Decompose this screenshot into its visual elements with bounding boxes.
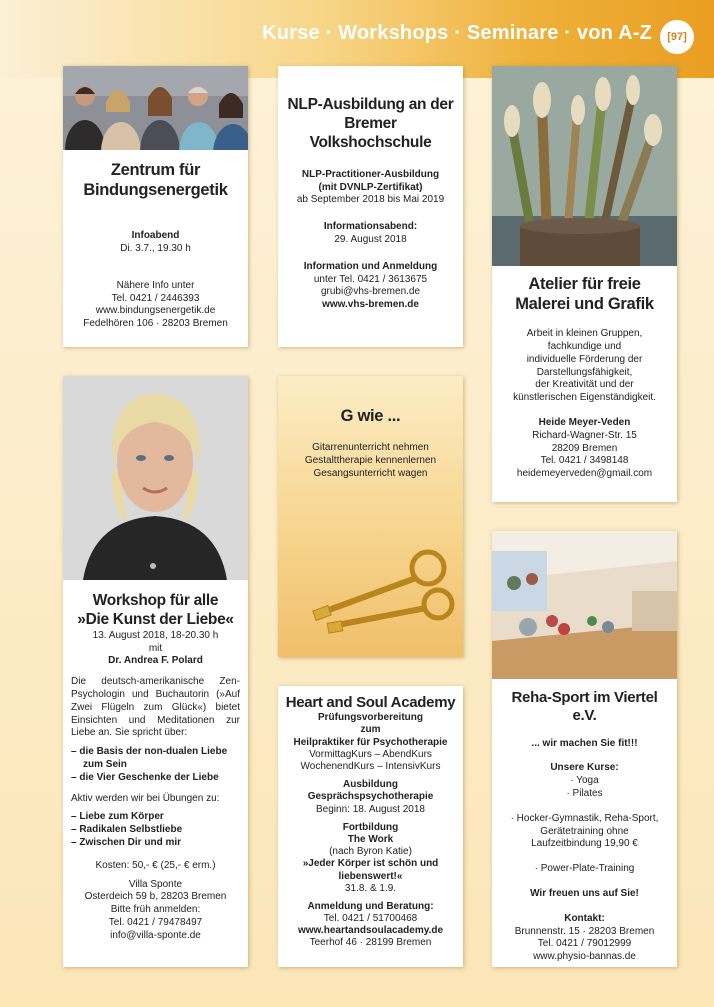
gym-photo	[492, 531, 677, 679]
website-link[interactable]: www.physio-bannas.de	[533, 951, 636, 963]
courses-label: Unsere Kurse:	[550, 762, 619, 774]
phone: Tel. 0421 / 2446393	[111, 292, 200, 304]
intro-text: Die deutsch-amerikanische Zen-Psychologin und Buchautorin (»Auf Zwei Flügeln zum Glück«) bietet Einsichten und Meditationen zur Liebe an. Sie spricht über:	[71, 676, 240, 739]
card-bindungsenergetik	[63, 66, 248, 347]
list-item: – Zwischen Dir und mir	[71, 836, 182, 848]
list-item: – die Basis der non-dualen Liebe zum Sein	[71, 746, 228, 770]
section-line: (nach Byron Katie)	[329, 846, 412, 858]
section-line: Prüfungsvorbereitung	[317, 712, 423, 724]
email-link[interactable]: info@villa-sponte.de	[110, 929, 201, 941]
email-link[interactable]: grubi@vhs-bremen.de	[320, 286, 421, 298]
card-title: Atelier für freie Malerei und Grafik	[515, 275, 654, 314]
section-line: Ausbildung	[343, 779, 398, 791]
section-line: Fortbildung	[342, 821, 399, 833]
course-item: Gerätetraining ohne	[540, 825, 629, 837]
register-note: Bitte früh anmelden:	[110, 904, 201, 916]
card-workshop	[63, 376, 248, 967]
with-label: mit	[148, 642, 163, 654]
course-item: · Pilates	[566, 787, 603, 799]
list-item: – die Vier Geschenke der Liebe	[71, 771, 219, 783]
paintbrushes-photo	[492, 66, 677, 266]
closing-line: Wir freuen uns auf Sie!	[530, 887, 639, 899]
section-line: Beginn: 18. August 2018	[316, 803, 425, 815]
section-line: 31.8. & 1.9.	[344, 882, 397, 894]
exercises-label: Aktiv werden wir bei Übungen zu:	[71, 792, 220, 804]
info-label: Informationsabend:	[323, 221, 418, 233]
section-line: Heilpraktiker für Psychotherapie	[293, 736, 448, 748]
phone: Tel. 0421 / 79478497	[108, 916, 203, 928]
exercise-list	[71, 811, 240, 849]
course-dates: ab September 2018 bis Mai 2019	[296, 194, 445, 206]
cost: Kosten: 50,- € (25,- € erm.)	[95, 859, 216, 871]
description-line: Gitarrenunterricht nehmen	[312, 442, 429, 454]
tagline: ... wir machen Sie fit!!!	[531, 737, 638, 749]
course-item: · Hocker-Gymnastik, Reha-Sport,	[510, 812, 659, 824]
website-link[interactable]: www.vhs-bremen.de	[322, 299, 419, 311]
phone: Tel. 0421 / 79012999	[537, 938, 632, 950]
course-item: · Power-Plate-Training	[534, 863, 635, 875]
page-number-badge: [97]	[660, 20, 694, 54]
card-heart-soul	[278, 686, 463, 967]
address: Osterdeich 59 b, 28203 Bremen	[84, 891, 227, 903]
card-reha-sport	[492, 531, 677, 967]
section-line: liebenswert!«	[338, 870, 403, 882]
city: 28209 Bremen	[551, 442, 618, 454]
website-link[interactable]: www.heartandsoulacademy.de	[297, 925, 444, 937]
section-line: »Jeder Körper ist schön und	[302, 858, 439, 870]
description-line: Arbeit in kleinen Gruppen,	[526, 328, 643, 340]
description-line: der Kreativität und der	[535, 379, 634, 391]
info-date: 29. August 2018	[334, 233, 407, 245]
info-label: Nähere Info unter	[116, 279, 195, 291]
description-line: fachkundige und	[547, 341, 622, 353]
description-line: künstlerischen Eigenständigkeit.	[513, 392, 656, 404]
card-title: NLP-Ausbildung an der Bremer Volkshochschule	[287, 96, 454, 151]
section-line: Gesprächspsychotherapie	[307, 791, 434, 803]
course-item: · Yoga	[570, 775, 599, 787]
phone: unter Tel. 0421 / 3613675	[313, 273, 428, 285]
card-title: Heart and Soul Academy	[285, 694, 456, 711]
address: Teerhof 46 · 28199 Bremen	[309, 937, 432, 949]
card-g-wie	[278, 376, 463, 657]
card-atelier	[492, 66, 677, 502]
description-line: Darstellungsfähigkeit,	[536, 366, 633, 378]
event-date: Di. 3.7., 19.30 h	[120, 243, 191, 255]
description-line: Gestalttherapie kennenlernen	[304, 454, 437, 466]
description-line: individuelle Förderung der	[526, 353, 643, 365]
card-title: G wie ...	[340, 407, 401, 425]
host-name: Dr. Andrea F. Polard	[108, 655, 203, 667]
section-line: The Work	[347, 833, 394, 845]
group-photo	[63, 66, 248, 150]
card-nlp	[278, 66, 463, 347]
registration-label: Information und Anmeldung	[303, 260, 438, 272]
course-item: Laufzeitbindung 19,90 €	[531, 838, 638, 850]
address: Fedelhören 106 · 28203 Bremen	[83, 318, 228, 330]
list-item: – Radikalen Selbstliebe	[71, 824, 183, 836]
email-link[interactable]: heidemeyerveden@gmail.com	[516, 468, 653, 480]
contact-name: Heide Meyer-Veden	[538, 417, 631, 429]
topic-list	[71, 746, 240, 784]
registration-label: Anmeldung und Beratung:	[307, 900, 434, 912]
contact-label: Kontakt:	[564, 912, 605, 924]
phone: Tel. 0421 / 3498148	[540, 455, 629, 467]
event-label: Infoabend	[131, 230, 180, 242]
list-item: – Liebe zum Körper	[71, 811, 164, 823]
page-title: Kurse · Workshops · Seminare · von A-Z	[262, 22, 652, 44]
golden-keys-illustration	[298, 546, 458, 646]
website-link[interactable]: www.bindungsenergetik.de	[95, 305, 216, 317]
card-title: Workshop für alle »Die Kunst der Liebe«	[77, 592, 234, 628]
course-line: NLP-Practitioner-Ausbildung	[301, 168, 440, 180]
section-line: VormittagKurs – AbendKurs	[309, 748, 432, 760]
course-line: (mit DVNLP-Zertifikat)	[318, 181, 423, 193]
venue: Villa Sponte	[128, 878, 183, 890]
phone: Tel. 0421 / 51700468	[323, 913, 418, 925]
section-line: zum	[360, 724, 381, 736]
section-line: WochenendKurs – IntensivKurs	[300, 761, 441, 773]
street: Richard-Wagner-Str. 15	[532, 429, 637, 441]
card-title: Zentrum für Bindungsenergetik	[83, 161, 228, 200]
card-title: Reha-Sport im Viertel e.V.	[511, 689, 658, 725]
address: Brunnenstr. 15 · 28203 Bremen	[514, 925, 655, 937]
description-line: Gesangsunterricht wagen	[313, 467, 428, 479]
portrait-photo	[63, 376, 248, 580]
event-date: 13. August 2018, 18-20.30 h	[92, 629, 219, 641]
